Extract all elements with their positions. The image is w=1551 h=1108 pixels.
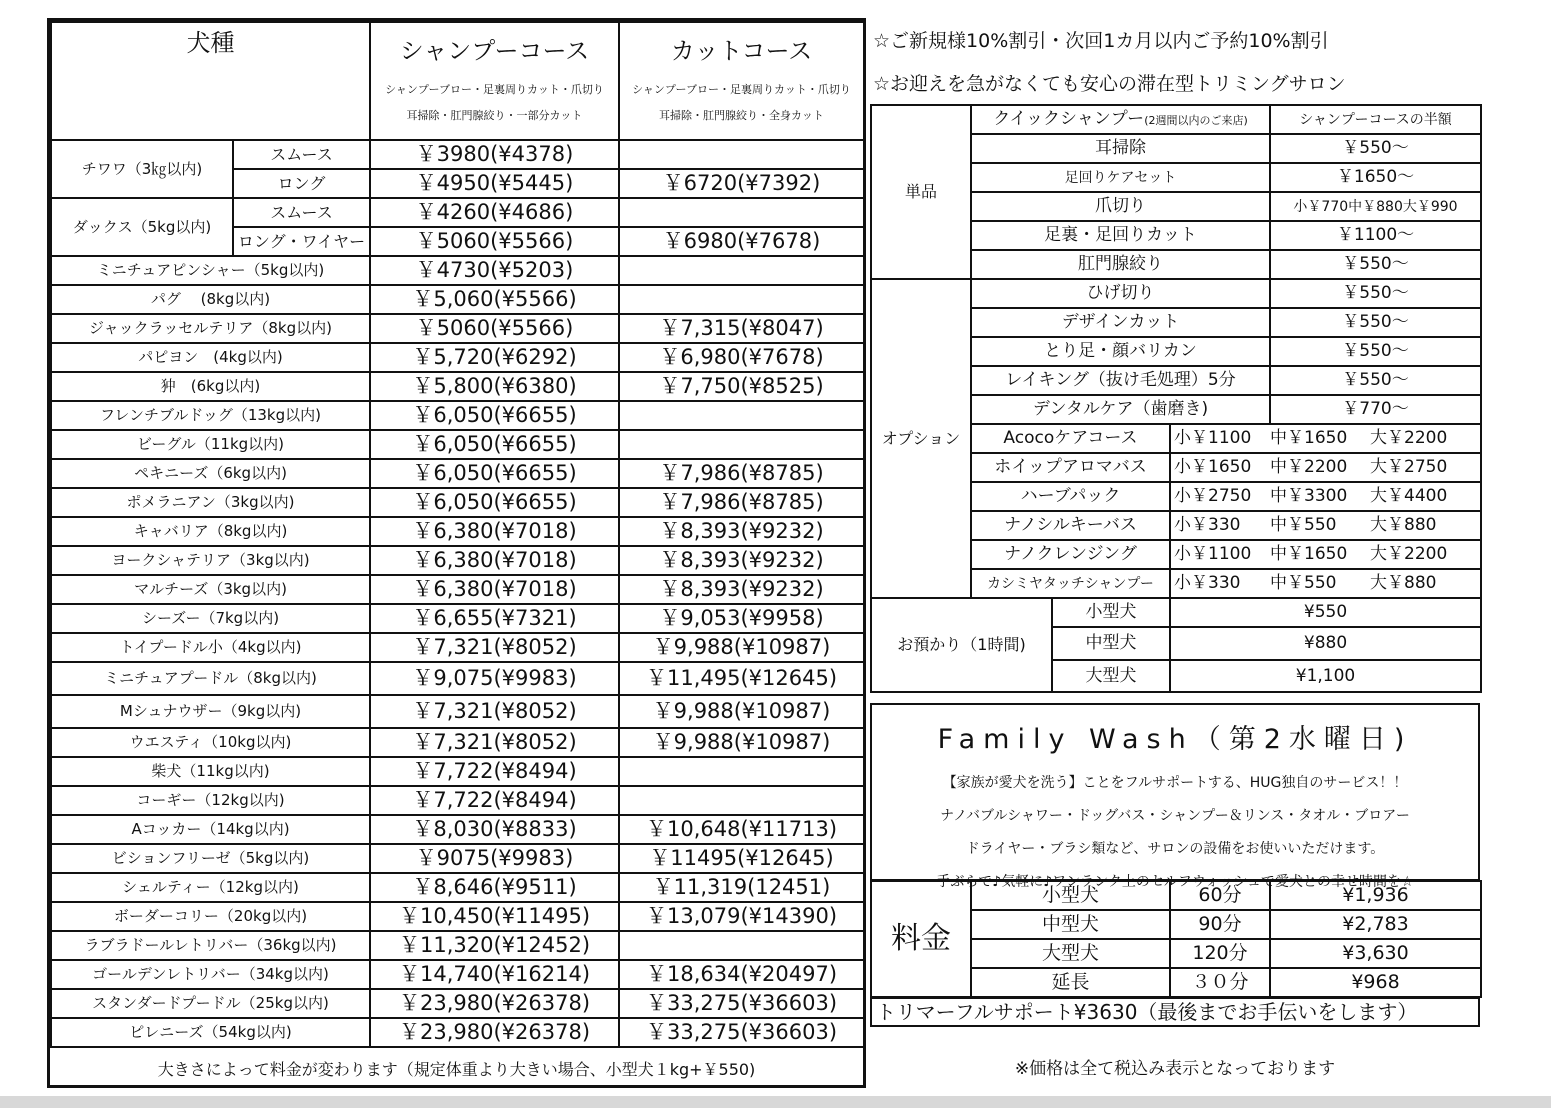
table-row	[51, 786, 864, 815]
breed-name: キャバリア（8kg以内)	[51, 517, 370, 546]
cut-price: ￥10,648(¥11713)	[619, 815, 864, 844]
option-item-name: デザインカット	[971, 308, 1270, 337]
table-row	[51, 343, 864, 372]
shampoo-price: ￥7,321(¥8052)	[370, 695, 619, 728]
family-wash-fee-table	[870, 880, 1482, 998]
size-note: 大きさによって料金が変わります（規定体重より大きい場合、小型犬１kg+￥550)	[157, 1060, 756, 1079]
option-item-name: レイキング（抜け毛処理）5分	[971, 366, 1270, 395]
cut-price: ￥11495(¥12645)	[619, 844, 864, 873]
fee-label: 料金	[871, 881, 971, 997]
cut-price: ￥7,315(¥8047)	[619, 314, 864, 343]
shampoo-price: ￥23,980(¥26378)	[370, 989, 619, 1018]
breed-name: ミニチュアピンシャー（5kg以内)	[51, 256, 370, 285]
table-row	[51, 902, 864, 931]
cut-price	[619, 256, 864, 285]
table-row	[51, 575, 864, 604]
shampoo-price: ￥7,321(¥8052)	[370, 633, 619, 662]
fee-price: ¥2,783	[1270, 910, 1481, 939]
table-row	[51, 430, 864, 459]
shampoo-price: ￥4730(¥5203)	[370, 256, 619, 285]
table-row	[51, 314, 864, 343]
shampoo-price: ￥5,800(¥6380)	[370, 372, 619, 401]
single-item-name: 足裏・足回りカット	[971, 221, 1270, 250]
table-row	[51, 488, 864, 517]
option-sized-name: Acocoケアコース	[971, 424, 1170, 453]
option-sized-prices: 小￥1650 中￥2200 大￥2750	[1170, 453, 1481, 482]
cut-price: ￥11,495(¥12645)	[619, 662, 864, 695]
shampoo-price: ￥7,321(¥8052)	[370, 728, 619, 757]
single-item-price: ￥1650～	[1270, 163, 1481, 192]
cut-price: ￥11,319(12451)	[619, 873, 864, 902]
fee-price: ¥968	[1270, 968, 1481, 997]
trimmer-support: トリマーフルサポート¥3630（最後までお手伝いをします）	[870, 997, 1480, 1027]
table-row	[51, 1018, 864, 1047]
shampoo-price: ￥9,075(¥9983)	[370, 662, 619, 695]
breed-name: ピレニーズ（54kg以内)	[51, 1018, 370, 1047]
single-item-price: ￥550～	[1270, 134, 1481, 163]
cut-price	[619, 140, 864, 169]
single-item-price: ￥550～	[1270, 250, 1481, 279]
single-item-price: ￥1100～	[1270, 221, 1481, 250]
shampoo-price: ￥6,050(¥6655)	[370, 488, 619, 517]
cut-price	[619, 401, 864, 430]
breed-name: ヨークシャテリア（3kg以内)	[51, 546, 370, 575]
shampoo-price: ￥8,646(¥9511)	[370, 873, 619, 902]
fee-time: 90分	[1170, 910, 1270, 939]
option-item-name: デンタルケア（歯磨き)	[971, 395, 1270, 424]
breed-name: ウエスティ（10kg以内)	[51, 728, 370, 757]
shampoo-price: ￥6,380(¥7018)	[370, 517, 619, 546]
single-item-name: 耳掃除	[971, 134, 1270, 163]
breed-price-panel	[47, 18, 866, 1088]
breed-name: シーズー（7kg以内)	[51, 604, 370, 633]
breed-name: ボーダーコリー（20kg以内)	[51, 902, 370, 931]
option-sized-name: ハーブパック	[971, 482, 1170, 511]
breed-rows	[51, 256, 864, 1047]
shampoo-price: ￥9075(¥9983)	[370, 844, 619, 873]
cut-price: ￥7,750(¥8525)	[619, 372, 864, 401]
table-row	[51, 960, 864, 989]
option-sized-prices: 小￥330 中￥550 大￥880	[1170, 569, 1481, 598]
tax-note: ※価格は全て税込み表示となっております	[1014, 1059, 1336, 1079]
cut-price: ￥9,988(¥10987)	[619, 728, 864, 757]
family-wash-line: 手ぶらで♪気軽に♪ワンランク上のセルフウォッシュで愛犬との幸せ時間を☆	[936, 874, 1414, 890]
shampoo-price: ￥23,980(¥26378)	[370, 1018, 619, 1047]
breed-name: ミニチュアプードル（8kg以内)	[51, 662, 370, 695]
breed-name: ジャックラッセルテリア（8kg以内)	[51, 314, 370, 343]
salon-notice: ☆お迎えを急がなくても安心の滞在型トリミングサロン	[873, 73, 1346, 95]
table-row	[51, 662, 864, 695]
fee-time: ３０分	[1170, 968, 1270, 997]
discount-notice: ☆ご新規様10%割引・次回1カ月以内ご予約10%割引	[873, 30, 1329, 52]
cut-price	[619, 285, 864, 314]
option-sized-prices: 小￥330 中￥550 大￥880	[1170, 511, 1481, 540]
option-item-name: ひげ切り	[971, 279, 1270, 308]
option-item-price: ￥770～	[1270, 395, 1481, 424]
quick-shampoo: クイックシャンプー(2週間以内のご来店)	[971, 105, 1270, 134]
table-row	[51, 604, 864, 633]
cut-price	[619, 757, 864, 786]
cut-price: ￥9,988(¥10987)	[619, 633, 864, 662]
boarding-price: ¥880	[1170, 627, 1481, 660]
option-sized-prices: 小￥1100 中￥1650 大￥2200	[1170, 540, 1481, 569]
family-wash-line: 【家族が愛犬を洗う】ことをフルサポートする、HUG独自のサービス！！	[942, 775, 1408, 791]
cut-price	[619, 786, 864, 815]
table-row	[51, 844, 864, 873]
cut-price: ￥8,393(¥9232)	[619, 517, 864, 546]
cut-price: ￥9,988(¥10987)	[619, 695, 864, 728]
scan-edge	[0, 1096, 1551, 1108]
fee-price: ¥3,630	[1270, 939, 1481, 968]
breed-name: スタンダードプードル（25kg以内)	[51, 989, 370, 1018]
cut-course-header: カットコース シャンプーブロー・足裏周りカット・爪切り 耳掃除・肛門腺絞り・全身カット	[619, 22, 864, 140]
single-item-name: 足回りケアセット	[971, 163, 1270, 192]
cut-price	[619, 198, 864, 227]
cut-price: ￥33,275(¥36603)	[619, 1018, 864, 1047]
boarding-price: ¥550	[1170, 598, 1481, 627]
shampoo-price: ￥5060(¥5566)	[370, 227, 619, 256]
breed-name: ペキニーズ（6kg以内)	[51, 459, 370, 488]
option-sized-prices: 小￥2750 中￥3300 大￥4400	[1170, 482, 1481, 511]
fee-size: 大型犬	[971, 939, 1170, 968]
cut-price	[619, 430, 864, 459]
option-item-price: ￥550～	[1270, 308, 1481, 337]
fee-time: 120分	[1170, 939, 1270, 968]
table-row	[51, 198, 864, 227]
table-row	[51, 931, 864, 960]
table-row	[51, 757, 864, 786]
table-row	[51, 285, 864, 314]
boarding-size: 中型犬	[1052, 627, 1170, 660]
breed-dachshund: ダックス（5kg以内)	[51, 198, 233, 256]
coat-smooth: スムース	[233, 140, 370, 169]
breed-name: Aコッカー（14kg以内)	[51, 815, 370, 844]
cut-price: ￥8,393(¥9232)	[619, 546, 864, 575]
breed-name: Mシュナウザー（9kg以内)	[51, 695, 370, 728]
table-row	[871, 279, 1481, 308]
option-item-price: ￥550～	[1270, 279, 1481, 308]
fee-price: ¥1,936	[1270, 881, 1481, 910]
shampoo-price: ￥5,720(¥6292)	[370, 343, 619, 372]
table-header-row	[51, 22, 864, 140]
option-item-name: とり足・顔バリカン	[971, 337, 1270, 366]
single-item-name: 爪切り	[971, 192, 1270, 221]
shampoo-price: ￥6,380(¥7018)	[370, 546, 619, 575]
quick-shampoo-price: シャンプーコースの半額	[1270, 105, 1481, 134]
table-row	[51, 695, 864, 728]
breed-name: コーギー（12kg以内)	[51, 786, 370, 815]
cut-price: ￥6720(¥7392)	[619, 169, 864, 198]
option-sized-name: ナノクレンジング	[971, 540, 1170, 569]
table-row	[51, 372, 864, 401]
table-row	[871, 598, 1481, 627]
breed-header: 犬種	[51, 22, 370, 140]
shampoo-price: ￥3980(¥4378)	[370, 140, 619, 169]
family-wash-panel	[870, 703, 1480, 890]
shampoo-price: ￥5,060(¥5566)	[370, 285, 619, 314]
cut-price: ￥18,634(¥20497)	[619, 960, 864, 989]
breed-name: マルチーズ（3kg以内)	[51, 575, 370, 604]
option-item-price: ￥550～	[1270, 337, 1481, 366]
table-row	[51, 728, 864, 757]
cut-price: ￥7,986(¥8785)	[619, 488, 864, 517]
table-row	[51, 401, 864, 430]
family-wash-title: Family Wash（第2水曜日)	[937, 724, 1413, 755]
table-row	[51, 633, 864, 662]
table-row	[51, 989, 864, 1018]
option-sized-name: カシミヤタッチシャンプー	[971, 569, 1170, 598]
shampoo-price: ￥6,655(¥7321)	[370, 604, 619, 633]
breed-name: 柴犬（11kg以内)	[51, 757, 370, 786]
table-row	[51, 140, 864, 169]
boarding-size: 大型犬	[1052, 660, 1170, 692]
breed-name: ビションフリーゼ（5kg以内)	[51, 844, 370, 873]
coat-smooth: スムース	[233, 198, 370, 227]
fee-size: 小型犬	[971, 881, 1170, 910]
table-row	[51, 517, 864, 546]
table-row	[51, 873, 864, 902]
breed-chihuahua: チワワ（3㎏以内)	[51, 140, 233, 198]
cut-price: ￥13,079(¥14390)	[619, 902, 864, 931]
service-table	[870, 104, 1482, 693]
boarding-price: ¥1,100	[1170, 660, 1481, 692]
shampoo-price: ￥4950(¥5445)	[370, 169, 619, 198]
breed-name: パグ (8kg以内)	[51, 285, 370, 314]
family-wash-line: ドライヤー・ブラシ類など、サロンの設備をお使いいただけます。	[965, 841, 1385, 857]
breed-name: ゴールデンレトリバー（34kg以内)	[51, 960, 370, 989]
breed-name: 狆 (6kg以内)	[51, 372, 370, 401]
section-boarding: お預かり（1時間)	[871, 598, 1052, 692]
table-row	[871, 105, 1481, 134]
breed-name: ラブラドールレトリバー（36kg以内)	[51, 931, 370, 960]
shampoo-price: ￥7,722(¥8494)	[370, 757, 619, 786]
cut-price	[619, 931, 864, 960]
option-item-price: ￥550～	[1270, 366, 1481, 395]
coat-long-wire: ロング・ワイヤー	[233, 227, 370, 256]
shampoo-price: ￥6,050(¥6655)	[370, 430, 619, 459]
breed-name: トイプードル小（4kg以内)	[51, 633, 370, 662]
cut-price: ￥9,053(¥9958)	[619, 604, 864, 633]
shampoo-price: ￥4260(¥4686)	[370, 198, 619, 227]
shampoo-price: ￥6,380(¥7018)	[370, 575, 619, 604]
shampoo-price: ￥5060(¥5566)	[370, 314, 619, 343]
table-row	[51, 546, 864, 575]
breed-name: ポメラニアン（3kg以内)	[51, 488, 370, 517]
option-sized-name: ホイップアロマバス	[971, 453, 1170, 482]
shampoo-price: ￥8,030(¥8833)	[370, 815, 619, 844]
option-sized-name: ナノシルキーバス	[971, 511, 1170, 540]
shampoo-course-header: シャンプーコース シャンプーブロー・足裏周りカット・爪切り 耳掃除・肛門腺絞り・一部分カット	[370, 22, 619, 140]
shampoo-price: ￥7,722(¥8494)	[370, 786, 619, 815]
section-option: オプション	[871, 279, 971, 598]
breed-name: シェルティー（12kg以内)	[51, 873, 370, 902]
shampoo-price: ￥14,740(¥16214)	[370, 960, 619, 989]
single-item-price: 小￥770中￥880大￥990	[1270, 192, 1481, 221]
table-row	[51, 256, 864, 285]
family-wash-line: ナノバブルシャワー・ドッグバス・シャンプー＆リンス・タオル・ブロアー	[940, 808, 1410, 824]
shampoo-price: ￥6,050(¥6655)	[370, 401, 619, 430]
shampoo-price: ￥11,320(¥12452)	[370, 931, 619, 960]
table-row	[871, 881, 1481, 910]
table-row	[51, 815, 864, 844]
shampoo-price: ￥6,050(¥6655)	[370, 459, 619, 488]
breed-name: パピヨン (4kg以内)	[51, 343, 370, 372]
fee-time: 60分	[1170, 881, 1270, 910]
coat-long: ロング	[233, 169, 370, 198]
breed-name: ビーグル（11kg以内)	[51, 430, 370, 459]
breed-name: フレンチブルドッグ（13kg以内)	[51, 401, 370, 430]
cut-price: ￥6,980(¥7678)	[619, 343, 864, 372]
table-row	[51, 459, 864, 488]
fee-size: 延長	[971, 968, 1170, 997]
cut-price: ￥33,275(¥36603)	[619, 989, 864, 1018]
single-item-name: 肛門腺絞り	[971, 250, 1270, 279]
breed-price-table	[50, 21, 865, 1048]
section-single: 単品	[871, 105, 971, 279]
shampoo-price: ￥10,450(¥11495)	[370, 902, 619, 931]
fee-size: 中型犬	[971, 910, 1170, 939]
cut-price: ￥6980(¥7678)	[619, 227, 864, 256]
option-sized-prices: 小￥1100 中￥1650 大￥2200	[1170, 424, 1481, 453]
boarding-size: 小型犬	[1052, 598, 1170, 627]
cut-price: ￥8,393(¥9232)	[619, 575, 864, 604]
cut-price: ￥7,986(¥8785)	[619, 459, 864, 488]
